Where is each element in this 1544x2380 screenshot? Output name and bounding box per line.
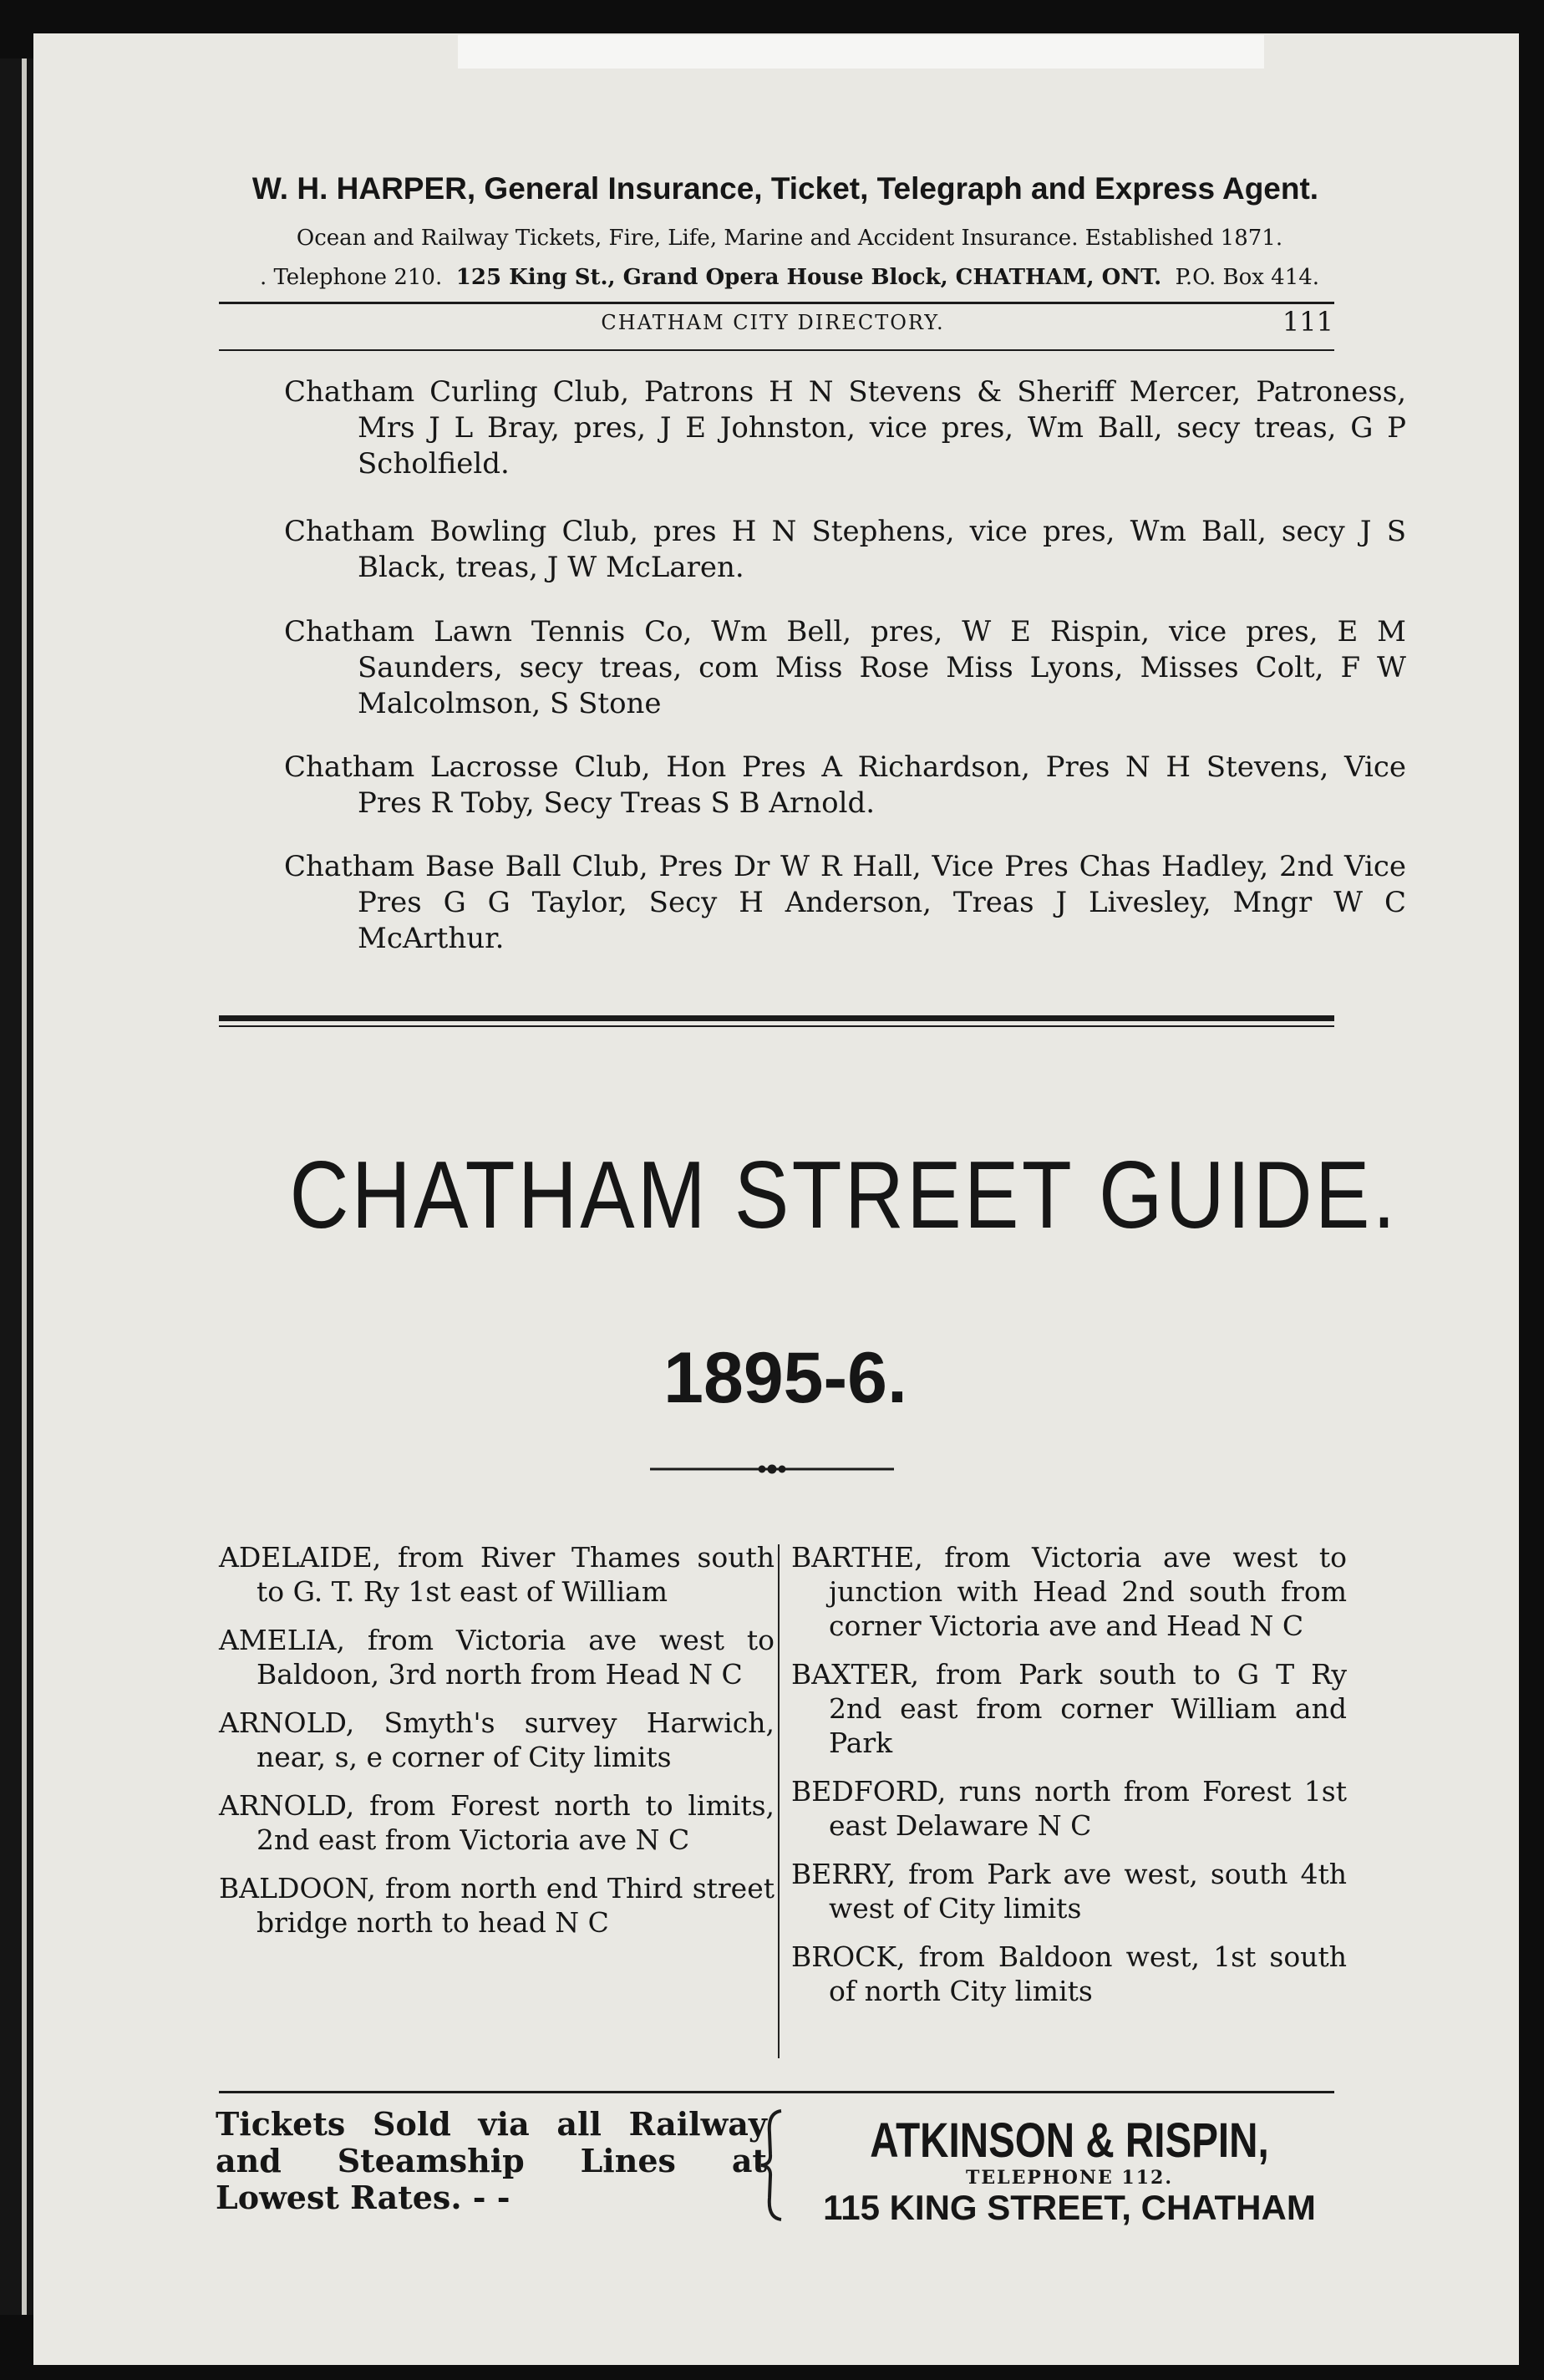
header-rule: [219, 302, 1334, 304]
street-column-left: [219, 1540, 775, 1954]
club-entry: Chatham Lacrosse Club, Hon Pres A Richardson, Pres N H Stevens, Vice Pres R Toby, Secy Treas S B Arnold.: [284, 750, 1406, 820]
advert-telephone: . Telephone 210.: [259, 265, 443, 290]
ornament-divider-icon: [650, 1461, 894, 1477]
section-double-rule-thin: [219, 1025, 1334, 1027]
scan-left-edge: [0, 58, 33, 2315]
scan-paper-tab: [458, 35, 1264, 69]
footer-rule: [219, 2091, 1334, 2093]
advert-header-contact: [213, 265, 1366, 290]
section-double-rule-thick: [219, 1015, 1334, 1021]
street-entry: BEDFORD, runs north from Forest 1st east Delaware N C: [791, 1775, 1347, 1842]
footer-company-telephone: TELEPHONE 112.: [966, 2167, 1173, 2189]
street-entry: ARNOLD, Smyth's survey Harwich, near, s, e corner of City limits: [219, 1706, 775, 1773]
club-entry: Chatham Base Ball Club, Pres Dr W R Hall, Vice Pres Chas Hadley, 2nd Vice Pres G G Taylor, Secy H Anderson, Treas J Livesley, Mngr W C McArthur.: [284, 850, 1406, 955]
street-entry: ARNOLD, from Forest north to limits, 2nd east from Victoria ave N C: [219, 1789, 775, 1856]
advert-header-title: W. H. HARPER, General Insurance, Ticket, Telegraph and Express Agent.: [251, 171, 1319, 206]
street-entry: BARTHE, from Victoria ave west to junction with Head 2nd south from corner Victoria ave and Head N C: [791, 1541, 1347, 1642]
running-head-rule: [219, 349, 1334, 351]
curly-brace-icon: [756, 2108, 790, 2223]
street-entry: BROCK, from Baldoon west, 1st south of north City limits: [791, 1940, 1347, 2007]
street-entry: BAXTER, from Park south to G T Ry 2nd east from corner William and Park: [791, 1658, 1347, 1759]
street-column-right: [791, 1540, 1347, 2022]
club-entry: Chatham Bowling Club, pres H N Stephens, vice pres, Wm Ball, secy J S Black, treas, J W McLaren.: [284, 515, 1406, 584]
column-divider: [778, 1544, 780, 2058]
club-entry: Chatham Lawn Tennis Co, Wm Bell, pres, W E Rispin, vice pres, E M Saunders, secy treas, com Miss Rose Miss Lyons, Misses Colt, F W Malcolmson, S Stone: [284, 615, 1406, 720]
street-guide-title: CHATHAM STREET GUIDE.: [289, 1142, 1399, 1248]
footer-ticket-notice: Tickets Sold via all Railway and Steamship Lines at Lowest Rates. - -: [216, 2105, 767, 2216]
footer-company-address: 115 KING STREET, CHATHAM: [823, 2188, 1316, 2227]
advert-address: 125 King St., Grand Opera House Block, CHATHAM, ONT.: [455, 265, 1162, 290]
street-entry: ADELAIDE, from River Thames south to G. T. Ry 1st east of William: [219, 1541, 775, 1608]
running-head: CHATHAM CITY DIRECTORY.: [601, 311, 945, 334]
street-guide-year: 1895-6.: [663, 1338, 907, 1418]
street-entry: BERRY, from Park ave west, south 4th west of City limits: [791, 1858, 1347, 1925]
advert-header-subtitle: Ocean and Railway Tickets, Fire, Life, Marine and Accident Insurance. Established 1871.: [296, 226, 1283, 251]
footer-company-name: ATKINSON & RISPIN,: [870, 2113, 1269, 2168]
advert-po-box: P.O. Box 414.: [1175, 265, 1320, 290]
club-entry: Chatham Curling Club, Patrons H N Stevens & Sheriff Mercer, Patroness, Mrs J L Bray, pres, J E Johnston, vice pres, Wm Ball, secy treas, G P Scholfield.: [284, 375, 1406, 481]
street-entry: AMELIA, from Victoria ave west to Baldoon, 3rd north from Head N C: [219, 1624, 775, 1691]
street-entry: BALDOON, from north end Third street bridge north to head N C: [219, 1872, 775, 1939]
page-number: 111: [1282, 306, 1333, 338]
